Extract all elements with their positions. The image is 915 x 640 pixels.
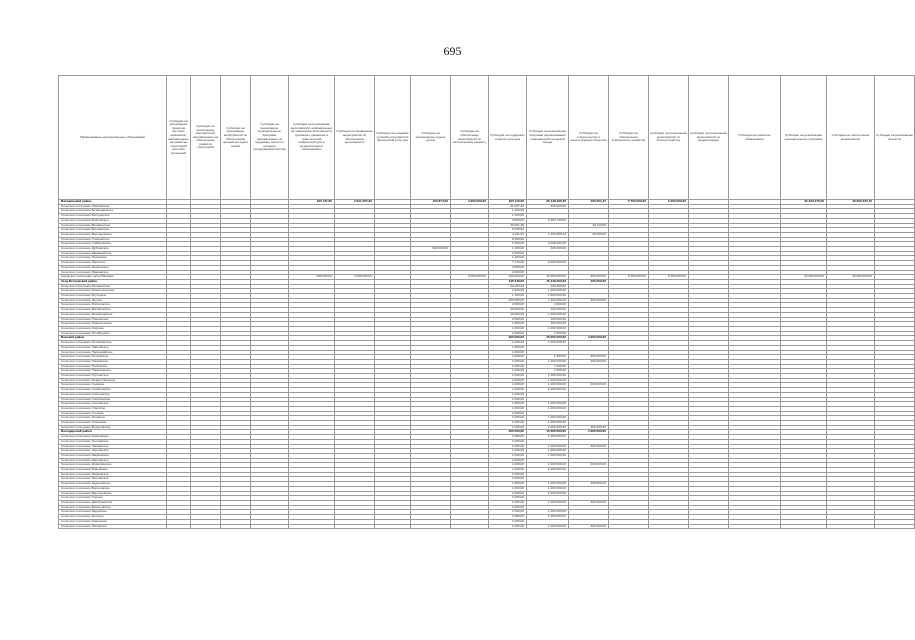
table-cell: 1 000,00 [489, 439, 527, 444]
table-cell: 5 700 000,00 [609, 200, 649, 205]
table-cell: 400 000,00 [569, 501, 609, 506]
table-cell: 500 000,00 [289, 275, 335, 280]
column-header: Субсидии на строительство и реконструкцию объектов [569, 76, 609, 200]
table-cell: 400 000,00 [569, 463, 609, 468]
column-header: Субсидии на реализацию программ формирования современной городской среды [527, 76, 569, 200]
table-cell: 5 000 000,00 [649, 200, 689, 205]
table-cell: 40 000 237,10 [827, 200, 875, 205]
table-cell: 1 000,00 [489, 453, 527, 458]
table-cell: 1 000,00 [489, 406, 527, 411]
table-cell: 20 148 235,25 [527, 200, 569, 205]
column-header: Субсидии на реализацию мероприятий, направленных на обеспечение развития территорий [191, 76, 221, 200]
column-header: Субсидии на реализацию мероприятий по благоустройству [649, 76, 689, 200]
table-cell: 1 000,00 [489, 364, 527, 369]
municipality-name: Сельское поселение Лесное [59, 298, 167, 303]
table-cell: 400 000,00 [569, 275, 609, 280]
table-cell [689, 524, 729, 529]
table-cell: 1 000,00 [489, 369, 527, 374]
table-cell: 1 000,00 [489, 341, 527, 346]
table-cell: 1 000,00 [489, 496, 527, 501]
table-cell [609, 524, 649, 529]
municipality-name: Сельское поселение Хмелевское [59, 435, 167, 440]
municipality-name: Сельское поселение Рождественское [59, 378, 167, 383]
table-cell: 1 000,00 [489, 477, 527, 482]
table-cell: 4 100 085,23 [527, 232, 569, 237]
table-cell: 7 710,00 [489, 261, 527, 266]
table-header-row [59, 76, 915, 200]
municipality-name: Сельское поселение Павловское [59, 345, 167, 350]
table-cell: 1 000 000,00 [527, 378, 569, 383]
table-cell: 1 100,00 [489, 247, 527, 252]
table-cell: 2 500,00 [489, 265, 527, 270]
column-header: Субсидии на реализацию проектов местных инициатив, направленных на развитие территорий сельских поселений [167, 76, 191, 200]
column-header: Субсидии на поддержку отрасли культуры [489, 76, 527, 200]
table-cell: 22 233 075,00 [781, 200, 827, 205]
municipality-name: Сельское поселение Каменское [59, 519, 167, 524]
table-cell: 1 000,00 [489, 326, 527, 331]
table-cell: 1 100,00 [489, 294, 527, 299]
municipality-name: Сельское поселение Новосельское [59, 322, 167, 327]
table-cell: 400 000,00 [569, 355, 609, 360]
municipality-name: Сельское поселение Сергеевское [59, 392, 167, 397]
column-header: Субсидии на развитие образования [729, 76, 781, 200]
table-cell: 500 000,00 [411, 247, 451, 252]
table-cell: 1 000 000,00 [527, 435, 569, 440]
municipality-name: Сельское поселение Андреевское [59, 482, 167, 487]
table-cell: 15 000 000,00 [527, 336, 569, 341]
municipality-name: Сельское поселение Знаменское [59, 265, 167, 270]
table-cell: 1 000,00 [489, 359, 527, 364]
table-cell: 1 000 000,00 [527, 326, 569, 331]
column-header: Субсидии на реализацию муниципальных программ, направленных на поддержку малого и среднего предпринимательства [251, 76, 289, 200]
column-header: Субсидии на реализацию муниципальных программ [781, 76, 827, 200]
municipality-name: Сельское поселение Жуковское [59, 256, 167, 261]
table-cell: 1 000,00 [489, 491, 527, 496]
municipality-name: Сельское поселение Васильевское [59, 491, 167, 496]
subsidy-table [58, 75, 915, 529]
municipality-name: Сельское поселение Богородское [59, 214, 167, 219]
table-cell: 1 000,00 [489, 411, 527, 416]
municipality-name: Володарский район [59, 430, 167, 435]
municipality-name: Сельское поселение Бобровское [59, 218, 167, 223]
municipality-name: Сельское поселение Ивановское [59, 270, 167, 275]
municipality-name: Сельское поселение Шарковское [59, 453, 167, 458]
municipality-name: Сельское поселение Шумилинское [59, 463, 167, 468]
table-cell: 9 006 000,00 [527, 261, 569, 266]
municipality-name: Сельское поселение Березовское [59, 486, 167, 491]
municipality-name: Сельское поселение Петровское [59, 355, 167, 360]
table-cell: 1 000 000,00 [527, 449, 569, 454]
table-cell: 1 000 000,00 [527, 416, 569, 421]
column-header: Субсидии на проведение мероприятий по обеспечению деятельности [335, 76, 375, 200]
municipality-name: Сельское поселение Шатковское [59, 458, 167, 463]
municipality-name: Сельское поселение Успенское [59, 421, 167, 426]
municipality-name: Сельское поселение Октябрьское [59, 331, 167, 336]
table-cell: 1 000,00 [489, 472, 527, 477]
municipality-name: Сельское поселение Хохловское [59, 439, 167, 444]
table-cell: 1 000,00 [489, 425, 527, 430]
table-cell: 1 000,00 [489, 374, 527, 379]
table-cell: 100 020,00 [527, 204, 569, 209]
table-cell: 10 000 000,00 [527, 275, 569, 280]
municipality-name: Сельское поселение Лопатинское [59, 303, 167, 308]
table-cell [729, 524, 781, 529]
table-cell: 1 000,00 [489, 397, 527, 402]
table-cell: 100 874,00 [411, 200, 451, 205]
table-cell: 100 005,00 [489, 298, 527, 303]
table-cell: 4 000 000,00 [335, 275, 375, 280]
municipality-name: Сельское поселение Красносельское [59, 289, 167, 294]
table-cell: 1 000,00 [489, 322, 527, 327]
column-header: Субсидии на реализацию мероприятий по обеспечению жильём молодых семей [221, 76, 251, 200]
table-cell: 4 021 097,30 [335, 200, 375, 205]
table-cell: 40 001,36 [489, 223, 527, 228]
document-sheet [58, 75, 913, 620]
table-cell [289, 524, 335, 529]
table-cell: 4 000,00 [527, 303, 569, 308]
column-header: Субсидии на организацию отдыха детей [411, 76, 451, 200]
table-cell: 1 000,00 [489, 524, 527, 529]
municipality-name: Сельское поселение Семёновское [59, 388, 167, 393]
table-cell: 100 251,47 [569, 200, 609, 205]
municipality-name: Сельское поселение Черновское [59, 449, 167, 454]
table-cell: 4 011,62 [489, 232, 527, 237]
table-cell: 1 000,00 [489, 444, 527, 449]
table-cell: 1 000,00 [489, 388, 527, 393]
table-cell: 1 000,00 [527, 331, 569, 336]
table-cell: 1 000 000,00 [527, 444, 569, 449]
table-cell: 15 000 000,00 [527, 430, 569, 435]
table-cell: 1 000 000,00 [527, 524, 569, 529]
table-cell: 6 000,00 [489, 228, 527, 233]
municipality-name: Сельское поселение Зеленое [59, 515, 167, 520]
municipality-name: Городское поселение город Ватажин [59, 275, 167, 280]
table-cell: 400 000,00 [569, 298, 609, 303]
municipality-name: Сельское поселение Воронцовское [59, 232, 167, 237]
table-cell: 400 000,00 [569, 444, 609, 449]
column-header: Субсидии на обеспечение мероприятий [827, 76, 875, 200]
table-cell: 100 000,00 [527, 322, 569, 327]
table-cell: 20 000,00 [489, 308, 527, 313]
table-cell: 100 000,00 [527, 317, 569, 322]
table-cell: 1 000 000,00 [527, 491, 569, 496]
column-header: Субсидии на создание условий для развития физической культуры [375, 76, 411, 200]
table-cell: 100 116,00 [489, 200, 527, 205]
column-header: Субсидии на реализацию мероприятий, направленных на повышение безопасности дорожного движения и транспортной инфраструктуры в муниципальных образованиях [289, 76, 335, 200]
table-cell: 4 000 000,00 [569, 430, 609, 435]
table-cell: 1 000,00 [489, 463, 527, 468]
table-cell: 2 000,00 [489, 317, 527, 322]
table-cell: 1 000 000,00 [527, 463, 569, 468]
table-cell: 400 000,00 [569, 425, 609, 430]
table-cell: 1 100,00 [489, 209, 527, 214]
municipality-name: Сельское поселение Ефимьевское [59, 251, 167, 256]
table-cell: 2 000 745,00 [527, 218, 569, 223]
table-cell [875, 524, 915, 529]
municipality-name: Сельское поселение Соколовское [59, 397, 167, 402]
table-cell: 1 000 000,00 [527, 425, 569, 430]
table-cell: 4 000 000,00 [451, 200, 489, 205]
municipality-name: Сельское поселение Задонское [59, 510, 167, 515]
table-cell: 100 000,00 [527, 284, 569, 289]
municipality-name: Сельское поселение Садовое [59, 383, 167, 388]
table-cell: 1 000 000,00 [527, 359, 569, 364]
municipality-name: Сельское поселение Пустынское [59, 374, 167, 379]
table-cell: 1 000 000,00 [527, 402, 569, 407]
table-cell: 1 000,00 [527, 364, 569, 369]
table-cell: 1 000,00 [489, 449, 527, 454]
table-cell: 100 000,00 [527, 308, 569, 313]
table-cell: 4 000 042,00 [527, 242, 569, 247]
table-cell: 5 000 000,00 [609, 275, 649, 280]
table-cell [375, 524, 411, 529]
municipality-name: Сельское поселение Безводнинское [59, 209, 167, 214]
table-cell: 1 000 000,00 [527, 383, 569, 388]
municipality-name: Сельское поселение Липовское [59, 524, 167, 529]
table-cell: 400 000,00 [569, 279, 609, 284]
municipality-name: Борский район [59, 336, 167, 341]
table-cell: 7 400 000,00 [527, 298, 569, 303]
table-cell: 1 000 000,00 [527, 374, 569, 379]
municipality-name: Сельское поселение Крутецкое [59, 294, 167, 299]
table-cell: 11 507,40 [489, 204, 527, 209]
table-cell: 1 000 000,00 [527, 421, 569, 426]
table-cell: 4 800,00 [489, 218, 527, 223]
table-cell: 1 000 000,00 [527, 406, 569, 411]
table-cell: 400 000,00 [569, 482, 609, 487]
table-cell: 1 000 000,00 [527, 388, 569, 393]
table-cell: 1 000,00 [489, 458, 527, 463]
municipality-name: Сельское поселение Вишнёвское [59, 228, 167, 233]
table-cell: 8 490,00 [489, 237, 527, 242]
municipality-name: Сельское поселение Никольское [59, 317, 167, 322]
municipality-name: Сельское поселение Чапаевское [59, 444, 167, 449]
table-cell: 1 000,00 [489, 482, 527, 487]
municipality-name: Сельское поселение Дмитриевское [59, 501, 167, 506]
table-cell: 1 000,00 [489, 402, 527, 407]
table-cell: 1 000,00 [489, 510, 527, 515]
municipality-name: Сельское поселение Ясеневское [59, 477, 167, 482]
table-cell: 1 500,00 [489, 242, 527, 247]
table-cell: 400 000,00 [489, 430, 527, 435]
municipality-name: Сельское поселение Ермоловское [59, 505, 167, 510]
table-cell: 1 000,00 [489, 350, 527, 355]
municipality-name: Сельское поселение Степное [59, 411, 167, 416]
column-header: Наименование муниципальных образований [59, 76, 167, 200]
municipality-name: Сельское поселение Спасское [59, 406, 167, 411]
table-cell: 1 000,00 [489, 345, 527, 350]
table-cell [649, 524, 689, 529]
table-cell: 1 000 000,00 [527, 341, 569, 346]
table-cell [221, 524, 251, 529]
table-cell: 1 000 000,00 [527, 486, 569, 491]
table-cell: 1 000,00 [489, 378, 527, 383]
table-cell: 2 460,00 [489, 289, 527, 294]
table-cell: 1 000 000,00 [527, 515, 569, 520]
table-cell: 1 000 000,00 [527, 468, 569, 473]
table-cell: 2 000,00 [489, 270, 527, 275]
table-cell: 1 000,00 [489, 486, 527, 491]
table-cell [335, 524, 375, 529]
table-cell [781, 524, 827, 529]
municipality-name: Сельское поселение Глинковское [59, 237, 167, 242]
table-cell: 1 400,05 [489, 214, 527, 219]
table-cell [191, 524, 221, 529]
municipality-name: Сельское поселение Михайловское [59, 312, 167, 317]
municipality-name: Сельское поселение Сосновское [59, 402, 167, 407]
municipality-name: Ватажинский район [59, 200, 167, 205]
table-cell: 1 500,00 [489, 251, 527, 256]
municipality-name: Сельское поселение Горское [59, 496, 167, 501]
municipality-name: Сельское поселение Малиновское [59, 308, 167, 313]
table-row [59, 524, 915, 529]
table-cell: 40 100,00 [489, 284, 527, 289]
municipality-name: Сельское поселение Приволжское [59, 369, 167, 374]
table-cell [251, 524, 289, 529]
table-cell: 1 000,00 [489, 519, 527, 524]
table-cell: 22 000 000,00 [781, 275, 827, 280]
table-cell: 1 000,00 [489, 515, 527, 520]
table-cell: 1 000,00 [489, 435, 527, 440]
municipality-name: Сельское поселение Покровское [59, 359, 167, 364]
municipality-name: Сельское поселение Юрьевское [59, 468, 167, 473]
table-cell: 4 000 000,00 [451, 275, 489, 280]
municipality-name: Уезд Ветлужский район [59, 279, 167, 284]
page-number: 695 [443, 44, 462, 58]
municipality-name: Сельское поселение Первомайское [59, 350, 167, 355]
table-cell: 1 000 000,00 [527, 289, 569, 294]
municipality-name: Сельское поселение Калининское [59, 284, 167, 289]
municipality-name: Сельское поселение Троицкое [59, 416, 167, 421]
table-body [59, 200, 915, 529]
municipality-name: Сельское поселение Абашевское [59, 204, 167, 209]
table-cell: 1 100,00 [489, 256, 527, 261]
table-cell: 1 000,00 [527, 355, 569, 360]
table-cell: 4 000 000,00 [569, 336, 609, 341]
table-cell: 100 000,00 [489, 275, 527, 280]
table-cell: 1 000,00 [489, 416, 527, 421]
table-cell: 1 000 000,00 [527, 453, 569, 458]
table-cell: 40 110,00 [569, 223, 609, 228]
table-cell: 100 711,65 [289, 200, 335, 205]
column-header: Субсидии на обеспечение комплексного развития [609, 76, 649, 200]
table-cell: 1 000,00 [489, 331, 527, 336]
column-header: Субсидии на обеспечение мероприятий по капитальному ремонту [451, 76, 489, 200]
table-cell: 400 000,00 [569, 383, 609, 388]
table-cell: 40 000 000,00 [827, 275, 875, 280]
table-cell: 1 000,00 [527, 369, 569, 374]
table-cell: 400 000,00 [569, 359, 609, 364]
table-cell: 1 000,00 [489, 421, 527, 426]
table-cell: 1 000,00 [489, 392, 527, 397]
table-cell: 10 000,00 [489, 312, 527, 317]
column-header: Субсидии на реализацию мероприятий по модернизации [689, 76, 729, 200]
table-cell: 1 000,00 [489, 383, 527, 388]
municipality-name: Сельское поселение Якимовское [59, 472, 167, 477]
table-cell [827, 524, 875, 529]
municipality-name: Сельское поселение Заречное [59, 261, 167, 266]
municipality-name: Сельское поселение Озёрное [59, 326, 167, 331]
column-header: Субсидии на реализацию проектов [875, 76, 915, 200]
table-cell: 1 000,00 [489, 355, 527, 360]
municipality-name: Сельское поселение Горбатовское [59, 242, 167, 247]
table-cell: 5 000 000,00 [649, 275, 689, 280]
table-cell: 1 400 000,00 [527, 312, 569, 317]
table-cell: 445 549,00 [489, 279, 527, 284]
table-cell [451, 524, 489, 529]
table-cell: 1 000,00 [489, 501, 527, 506]
table-cell: 1 000 000,00 [527, 501, 569, 506]
municipality-name: Сельское поселение Ватажинское [59, 223, 167, 228]
table-cell: 1 000 000,00 [527, 510, 569, 515]
table-cell: 400 000,00 [489, 336, 527, 341]
table-cell: 40 250,00 [569, 232, 609, 237]
municipality-name: Сельское поселение Останкинское [59, 341, 167, 346]
table-cell: 15 449 000,00 [527, 279, 569, 284]
table-cell: 1 500 000,00 [527, 294, 569, 299]
municipality-name: Сельское поселение Дубровское [59, 247, 167, 252]
table-cell: 400 000,00 [569, 524, 609, 529]
table-cell [411, 524, 451, 529]
table-cell: 405 000,00 [527, 247, 569, 252]
municipality-name: Сельское поселение Полянское [59, 364, 167, 369]
table-cell: 1 000,00 [489, 505, 527, 510]
table-cell: 1 000 000,00 [527, 482, 569, 487]
municipality-name: Сельское поселение Федоровское [59, 425, 167, 430]
table-cell: 1 000,00 [489, 468, 527, 473]
table-cell [167, 524, 191, 529]
table-cell: 2 000,00 [489, 303, 527, 308]
